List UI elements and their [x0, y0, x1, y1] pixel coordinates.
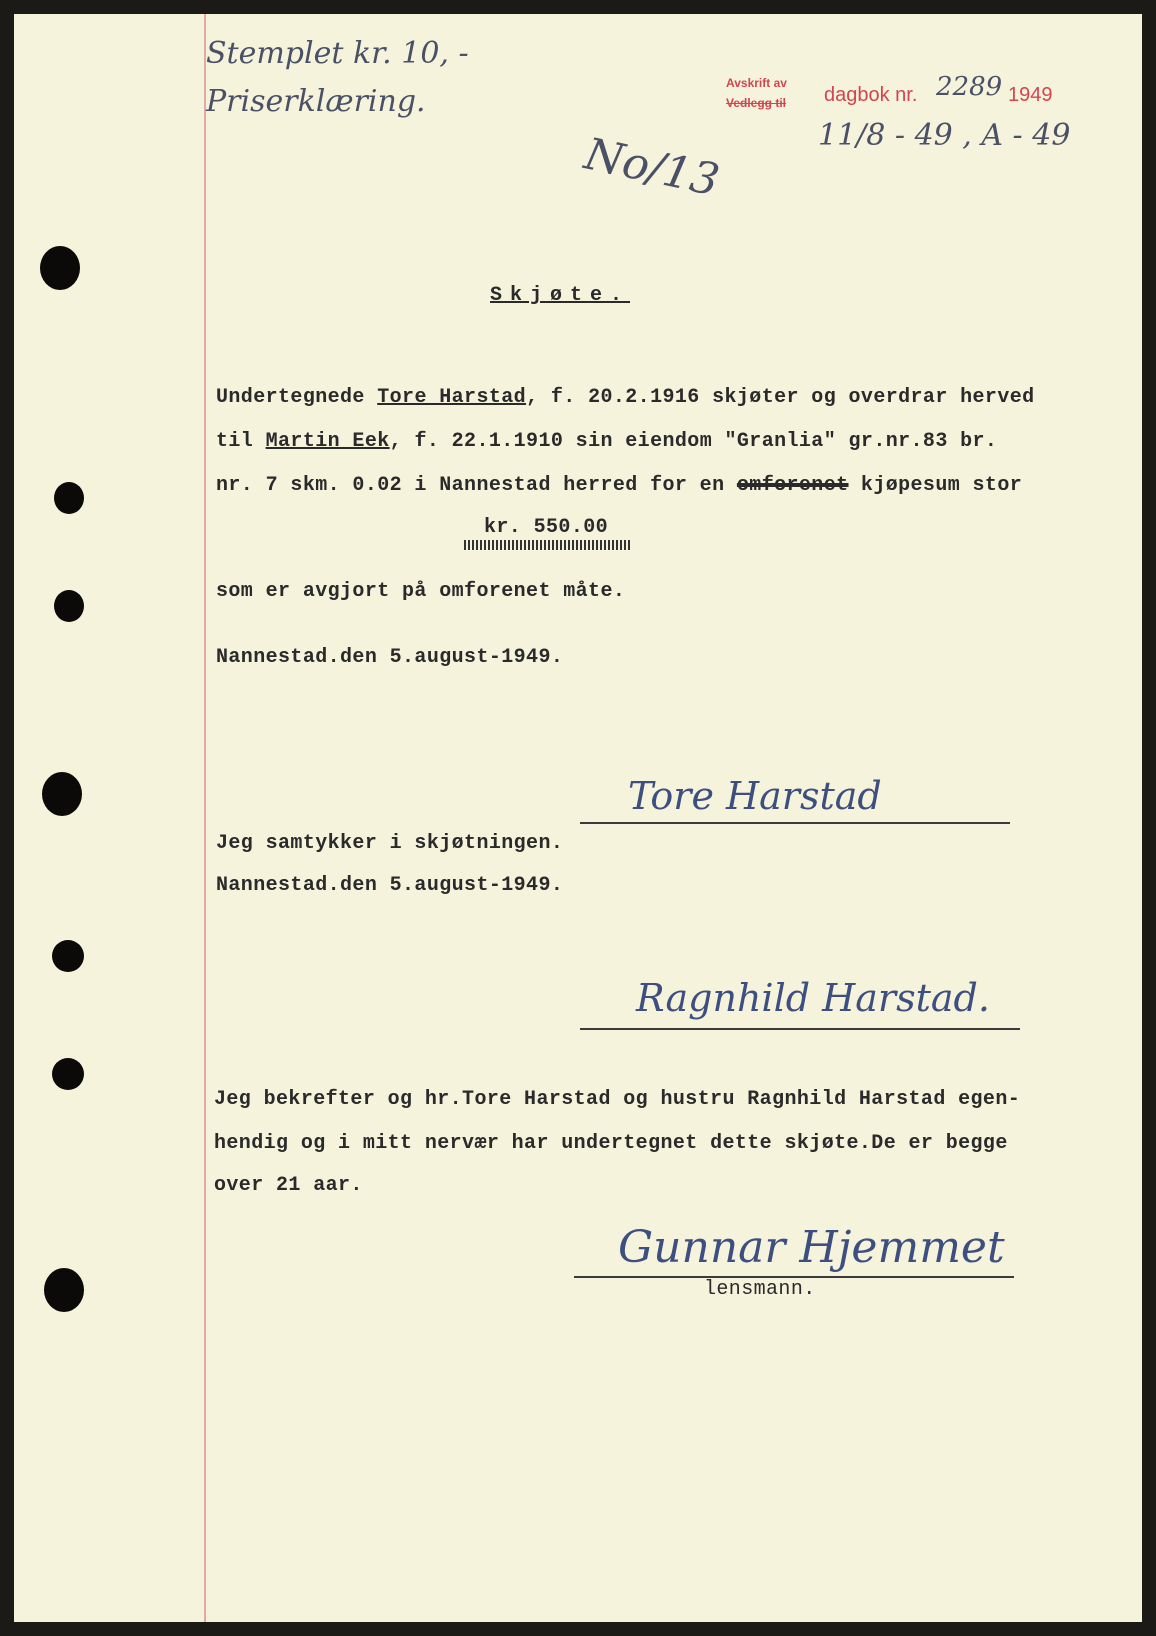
deed-text: kjøpesum stor [848, 474, 1023, 497]
document-title: Skjøte. [490, 284, 631, 307]
registration-date: 11/8 - 49 , A - 49 [818, 118, 1071, 153]
punch-hole [40, 246, 80, 290]
stamp-year: 1949 [1008, 84, 1053, 106]
struck-word: omforenet [736, 474, 849, 497]
confirmation-line-1: Jeg bekrefter og hr.Tore Harstad og hustru Ragnhild Harstad egen- [214, 1088, 1021, 1111]
stamp-attachment-label: Vedlegg til [726, 96, 787, 110]
punch-hole [42, 772, 82, 816]
stamp-register-label: dagbok nr. [824, 84, 918, 106]
seller-signature: Tore Harstad [628, 774, 882, 818]
spouse-signature: Ragnhild Harstad. [636, 976, 990, 1020]
price-underline [464, 540, 632, 550]
punch-hole [54, 590, 84, 622]
deed-text: til [216, 430, 266, 453]
deed-text: , f. 20.2.1916 skjøter og overdrar herved [526, 386, 1035, 409]
seller-name: Tore Harstad [377, 386, 527, 409]
deed-text: Undertegnede [216, 386, 378, 409]
confirmation-line-2: hendig og i mitt nervær har undertegnet dette skjøte.De er begge [214, 1132, 1008, 1155]
deed-line-1 [216, 386, 1035, 409]
buyer-name: Martin Eek [265, 430, 390, 453]
document-page [14, 14, 1142, 1622]
purchase-price: kr. 550.00 [484, 516, 609, 539]
official-signature: Gunnar Hjemmet [618, 1222, 1005, 1273]
folio-number: No/13 [580, 128, 724, 207]
signature-line [580, 822, 1010, 824]
deed-text: nr. 7 skm. 0.02 i Nannestad herred for en [216, 474, 737, 497]
stamp-duty-note: Stemplet kr. 10, - [206, 36, 469, 71]
punch-hole [54, 482, 84, 514]
margin-rule [204, 14, 206, 1622]
stamp-copy-label: Avskrift av [726, 76, 787, 90]
deed-text: , f. 22.1.1910 sin eiendom "Granlia" gr.nr.83 br. [389, 430, 998, 453]
official-title: lensmann. [704, 1278, 816, 1301]
settlement-line: som er avgjort på omforenet måte. [216, 580, 626, 603]
deed-line-3 [216, 474, 1022, 497]
register-stamp [726, 72, 1126, 116]
punch-hole [52, 940, 84, 972]
confirmation-line-3: over 21 aar. [214, 1174, 363, 1197]
place-date-1: Nannestad.den 5.august-1949. [216, 646, 564, 669]
place-date-2: Nannestad.den 5.august-1949. [216, 874, 564, 897]
stamp-register-number: 2289 [936, 72, 1003, 102]
punch-hole [44, 1268, 84, 1312]
consent-statement: Jeg samtykker i skjøtningen. [216, 832, 564, 855]
punch-hole [52, 1058, 84, 1090]
deed-line-2 [216, 430, 997, 453]
price-declaration-note: Priserklæring. [206, 84, 426, 119]
signature-line [580, 1028, 1020, 1030]
